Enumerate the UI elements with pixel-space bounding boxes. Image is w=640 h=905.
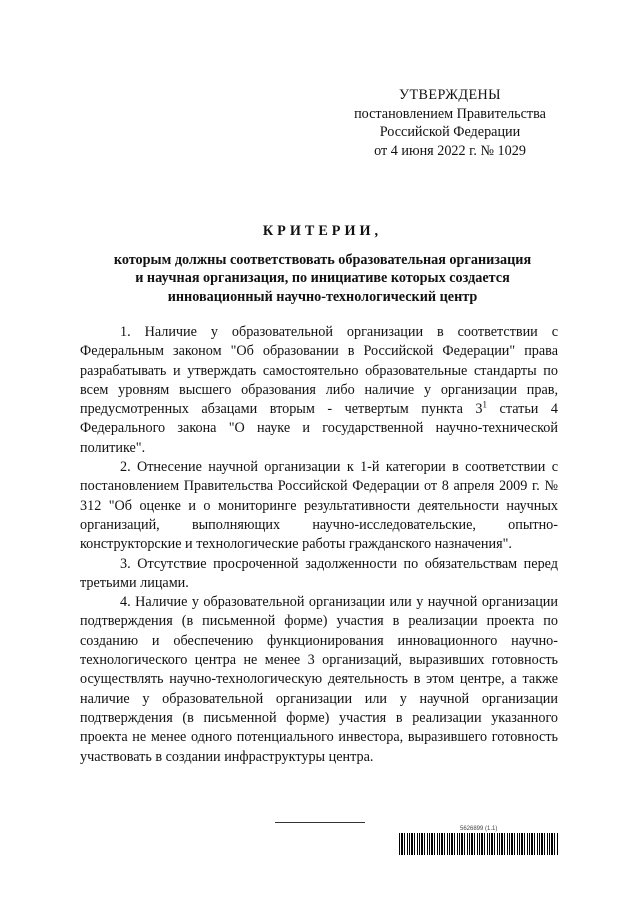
paragraph-1-superscript: 1 bbox=[482, 399, 488, 410]
paragraph-3: 3. Отсутствие просроченной задолженности по обязательствам перед третьими лицами. bbox=[80, 555, 558, 591]
approval-line-2: Российской Федерации bbox=[379, 124, 521, 140]
approval-heading: УТВЕРЖДЕНЫ bbox=[399, 87, 501, 103]
approval-line-1: постановлением Правительства bbox=[354, 105, 546, 122]
approval-block bbox=[330, 86, 570, 160]
paragraph-1-text: 1. Наличие у образовательной организации в соответствии с Федеральным законом "Об образовании в Российской Федерации" права разрабатывать и утверждать самостоятельно образовательные стандарты по всем уровням высшего образования либо наличие у организации прав, предусмотренных абзацами вторым - четвертым пункта 3 bbox=[80, 324, 558, 418]
paragraph-1-text-end: статьи 4 Федерального закона "О науке и государственной научно-технической политике". bbox=[80, 401, 558, 456]
barcode-image bbox=[399, 833, 558, 855]
document-title bbox=[60, 222, 585, 306]
title-line-2: и научная организация, по инициативе которых создается bbox=[135, 270, 510, 286]
paragraph-2: 2. Отнесение научной организации к 1-й категории в соответствии с постановлением Правительства Российской Федерации от 8 апреля 2009 г. № 312 "Об оценке и о мониторинге результативности деятельности научных организаций, выполняющих научно-исследовательские, опытно-конструкторские и технологические работы гражданского назначения". bbox=[80, 459, 558, 553]
footnote-separator bbox=[275, 822, 365, 823]
title-line-1: которым должны соответствовать образовательная организация bbox=[113, 251, 532, 268]
document-body bbox=[80, 323, 558, 767]
approval-line-3: от 4 июня 2022 г. № 1029 bbox=[374, 142, 526, 159]
paragraph-4: 4. Наличие у образовательной организации или у научной организации подтверждения (в письменной форме) участия в реализации проекта по созданию и обеспечению функционирования инновационного научно-технологического центра не менее 3 организаций, выразивших готовность осуществлять научно-технологическую деятельность в этом центре, а также наличие у образовательной организации или у научной организации подтверждения (в письменной форме) участия в реализации указанного проекта не менее одного потенциального инвестора, выразившего готовность участвовать в создании инфраструктуры центра. bbox=[80, 594, 558, 765]
title-main: КРИТЕРИИ, bbox=[262, 223, 383, 239]
title-line-3: инновационный научно-технологический центр bbox=[167, 288, 478, 305]
paragraph-1 bbox=[80, 323, 558, 458]
barcode-code: 5626899 (1.1) bbox=[460, 826, 498, 832]
